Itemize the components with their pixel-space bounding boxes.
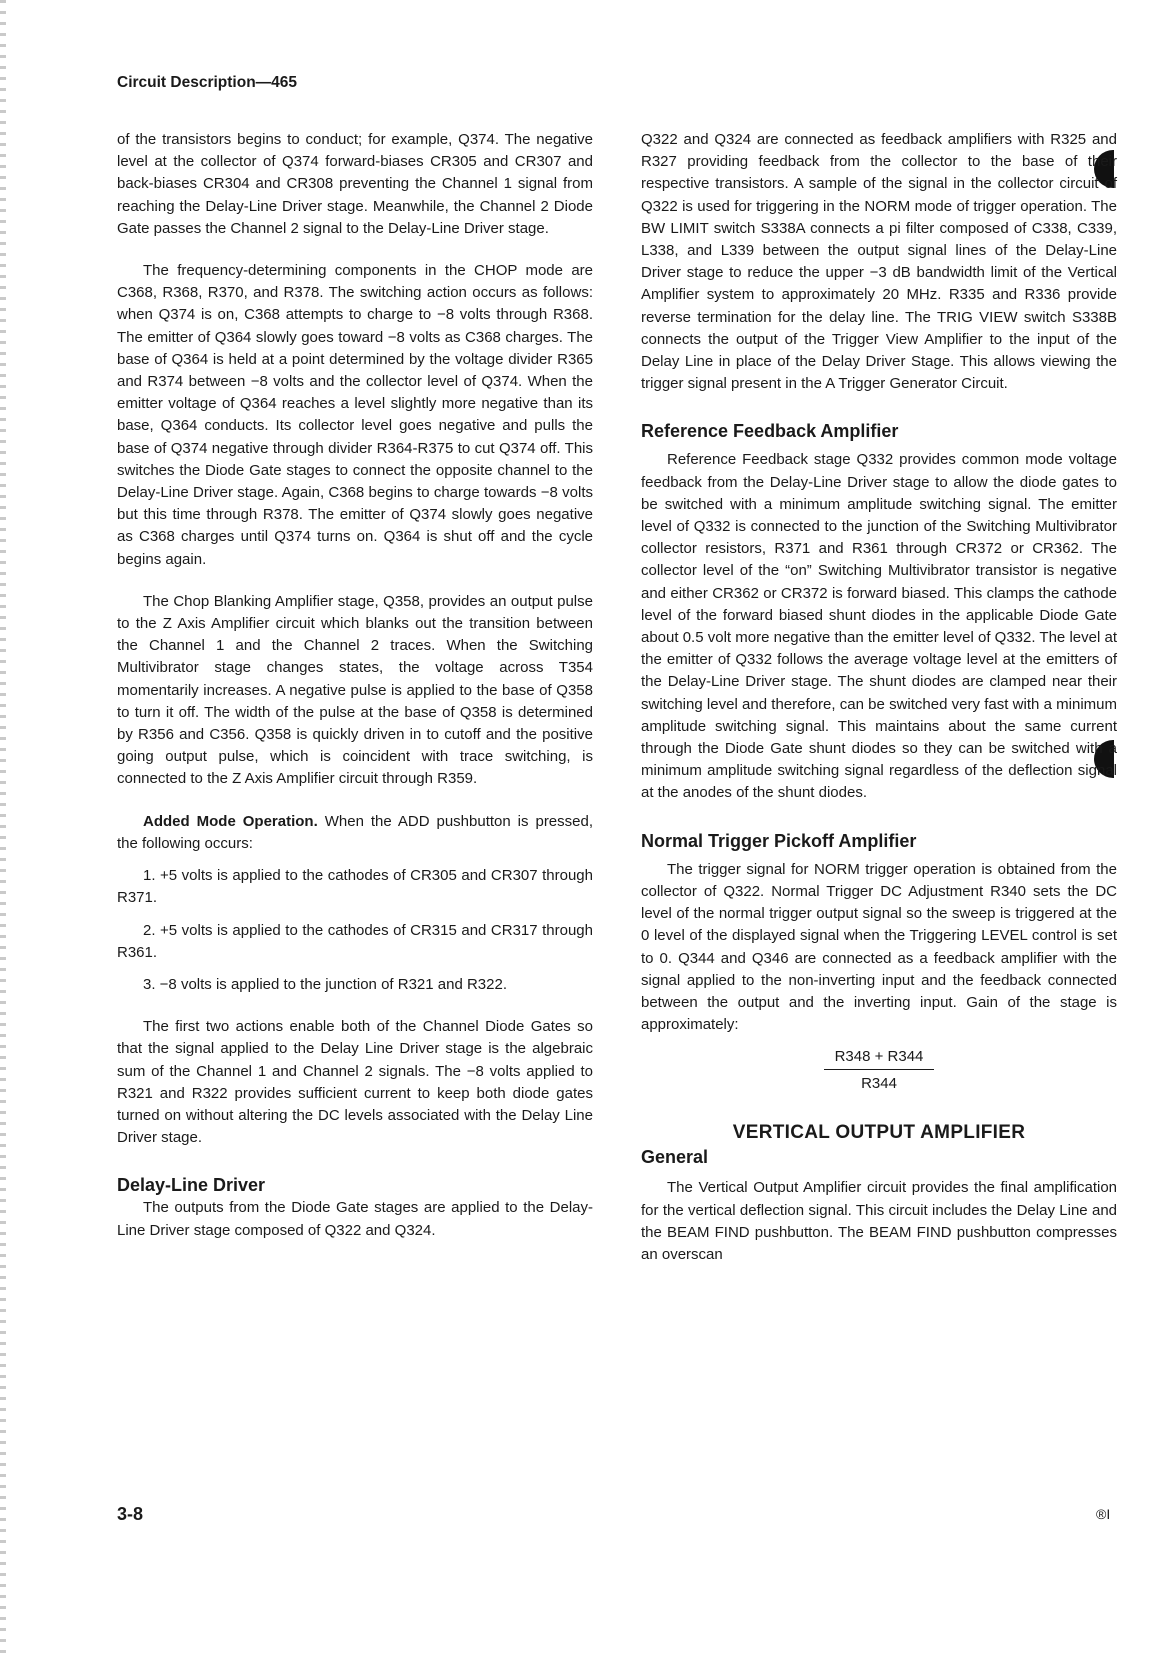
added-mode-paragraph <box>117 811 593 855</box>
page-header: Circuit Description—465 <box>117 74 298 91</box>
paragraph: The outputs from the Diode Gate stages are applied to the Delay-Line Driver stage composed of Q322 and Q324. <box>117 1199 593 1239</box>
left-column <box>117 129 593 1242</box>
major-heading-vertical-output: VERTICAL OUTPUT AMPLIFIER <box>732 1122 1026 1144</box>
paragraph: The Vertical Output Amplifier circuit provides the final amplification for the vertical deflection signal. This circuit includes the Delay Line and the BEAM FIND pushbutton. The BEAM FIND pushbutton compresses an overscan <box>641 1179 1117 1263</box>
list-item: 2. +5 volts is applied to the cathodes of CR315 and CR317 through R361. <box>117 921 593 961</box>
section-heading-general: General <box>641 1147 709 1168</box>
paragraph: Reference Feedback stage Q332 provides common mode voltage feedback from the Delay-Line Driver stage to allow the diode gates to be switched with a minimum amplitude switching signal. The emitter level of Q332 is connected to the junction of the Switching Multivibrator collector resistors, R371 and R361 through CR372 or CR362. The collector level of the “on” Switching Multivibrator transistor is negative and either CR362 or CR372 is forward biased. This clamps the cathode level of the forward biased shunt diodes in the applicable Diode Gate about 0.5 volt more negative than the emitter level of Q332. The level at the emitter of Q332 follows the average voltage level at the emitters of the Delay-Line Driver stage. The shunt diodes are clamped near their switching level and therefore, can be switched very fast with a minimum amplitude switching signal. This maintains about the same current through the Diode Gate shunt diodes so they can be switched with a minimum amplitude switching signal regardless of the deflection signal at the anodes of the shunt diodes. <box>641 451 1117 802</box>
list-item: 3. −8 volts is applied to the junction of R321 and R322. <box>143 975 507 993</box>
formula-numerator: R348 + R344 <box>824 1046 934 1070</box>
list-item: 1. +5 volts is applied to the cathodes of CR305 and CR307 through R371. <box>117 867 593 907</box>
gain-formula <box>824 1046 934 1095</box>
revision-mark: ®I <box>1096 1506 1111 1522</box>
page-number: 3-8 <box>117 1504 144 1524</box>
section-heading-delay-line-driver: Delay-Line Driver <box>117 1175 266 1196</box>
scan-edge-marks <box>0 0 6 1660</box>
paragraph: The trigger signal for NORM trigger operation is obtained from the collector of Q322. Normal Trigger DC Adjustment R340 sets the DC level of the normal trigger output signal so the sweep is triggered at the 0 level of the displayed signal when the Triggering LEVEL control is set to 0. Q344 and Q346 are connected as a feedback amplifier with the signal applied to the non-inverting input and the feedback connected between the output and the inverting input. Gain of the stage is approximately: <box>641 860 1117 1034</box>
paragraph: The Chop Blanking Amplifier stage, Q358, provides an output pulse to the Z Axis Amplifier circuit which blanks out the transition between the Channel 1 and the Channel 2 traces. When the Switching Multivibrator stage changes states, the voltage across T354 momentarily increases. A negative pulse is applied to the base of Q358 to turn it off. The width of the pulse at the base of Q358 is determined by R356 and C356. Q358 is quickly driven in to cutoff and the positive going output pulse, which is coincident with trace switching, is connected to the Z Axis Amplifier circuit through R359. <box>117 592 593 788</box>
paragraph: The frequency-determining components in the CHOP mode are C368, R368, R370, and R378. The switching action occurs as follows: when Q374 is on, C368 attempts to charge to −8 volts through R368. The emitter of Q364 slowly goes toward −8 volts as C368 charges. The base of Q364 is held at a point determined by the voltage divider R365 and R374 between −8 volts and the collector level of Q374. When the emitter voltage of Q364 reaches a level slightly more negative than its base, Q364 conducts. Its collector level goes negative and pulls the base of Q374 negative through divider R364-R375 to cut Q374 off. This switches the Diode Gate stages to connect the opposite channel to the Delay-Line Driver stage. Again, C368 begins to charge towards −8 volts but this time through R378. The emitter of Q374 slowly goes negative as C368 charges until Q374 turns on. Q364 is shut off and the cycle begins again. <box>117 262 593 568</box>
paragraph: Q322 and Q324 are connected as feedback amplifiers with R325 and R327 providing feedback from the collector to the base of their respective transistors. A sample of the signal in the collector circuit of Q322 is used for triggering in the NORM mode of trigger operation. The BW LIMIT switch S338A connects a pi filter composed of C338, C339, L338, and L339 between the output signal lines of the Delay-Line Driver stage to reduce the upper −3 dB bandwidth limit of the Vertical Amplifier system to approximately 20 MHz. R335 and R336 provide reverse termination for the delay line. The TRIG VIEW switch S338B connects the output of the Trigger View Amplifier to the input of the Delay Line in place of the Delay Driver Stage. This allows viewing the trigger signal present in the A Trigger Generator Circuit. <box>641 131 1117 393</box>
section-heading-normal-trigger-pickoff: Normal Trigger Pickoff Amplifier <box>641 830 917 851</box>
right-column <box>641 129 1117 1266</box>
paragraph: of the transistors begins to conduct; for example, Q374. The negative level at the collector of Q374 forward-biases CR305 and CR307 and back-biases CR304 and CR308 preventing the Channel 1 signal from reaching the Delay-Line Driver stage. Meanwhile, the Channel 2 Diode Gate passes the Channel 2 signal to the Delay-Line Driver stage. <box>117 131 593 237</box>
paragraph: The first two actions enable both of the Channel Diode Gates so that the signal applied to the Delay Line Driver stage is the algebraic sum of the Channel 1 and Channel 2 signals. The −8 volts applied to R321 and R322 provides sufficient current to keep both diode gates turned on without altering the DC levels associated with the Delay Line Driver stage. <box>117 1018 593 1147</box>
section-heading-reference-feedback: Reference Feedback Amplifier <box>641 421 899 442</box>
added-mode-lead: Added Mode Operation. <box>143 812 318 830</box>
added-mode-text: When the ADD pushbutton is pressed, the following occurs: <box>117 812 594 852</box>
formula-denominator: R344 <box>861 1075 897 1093</box>
